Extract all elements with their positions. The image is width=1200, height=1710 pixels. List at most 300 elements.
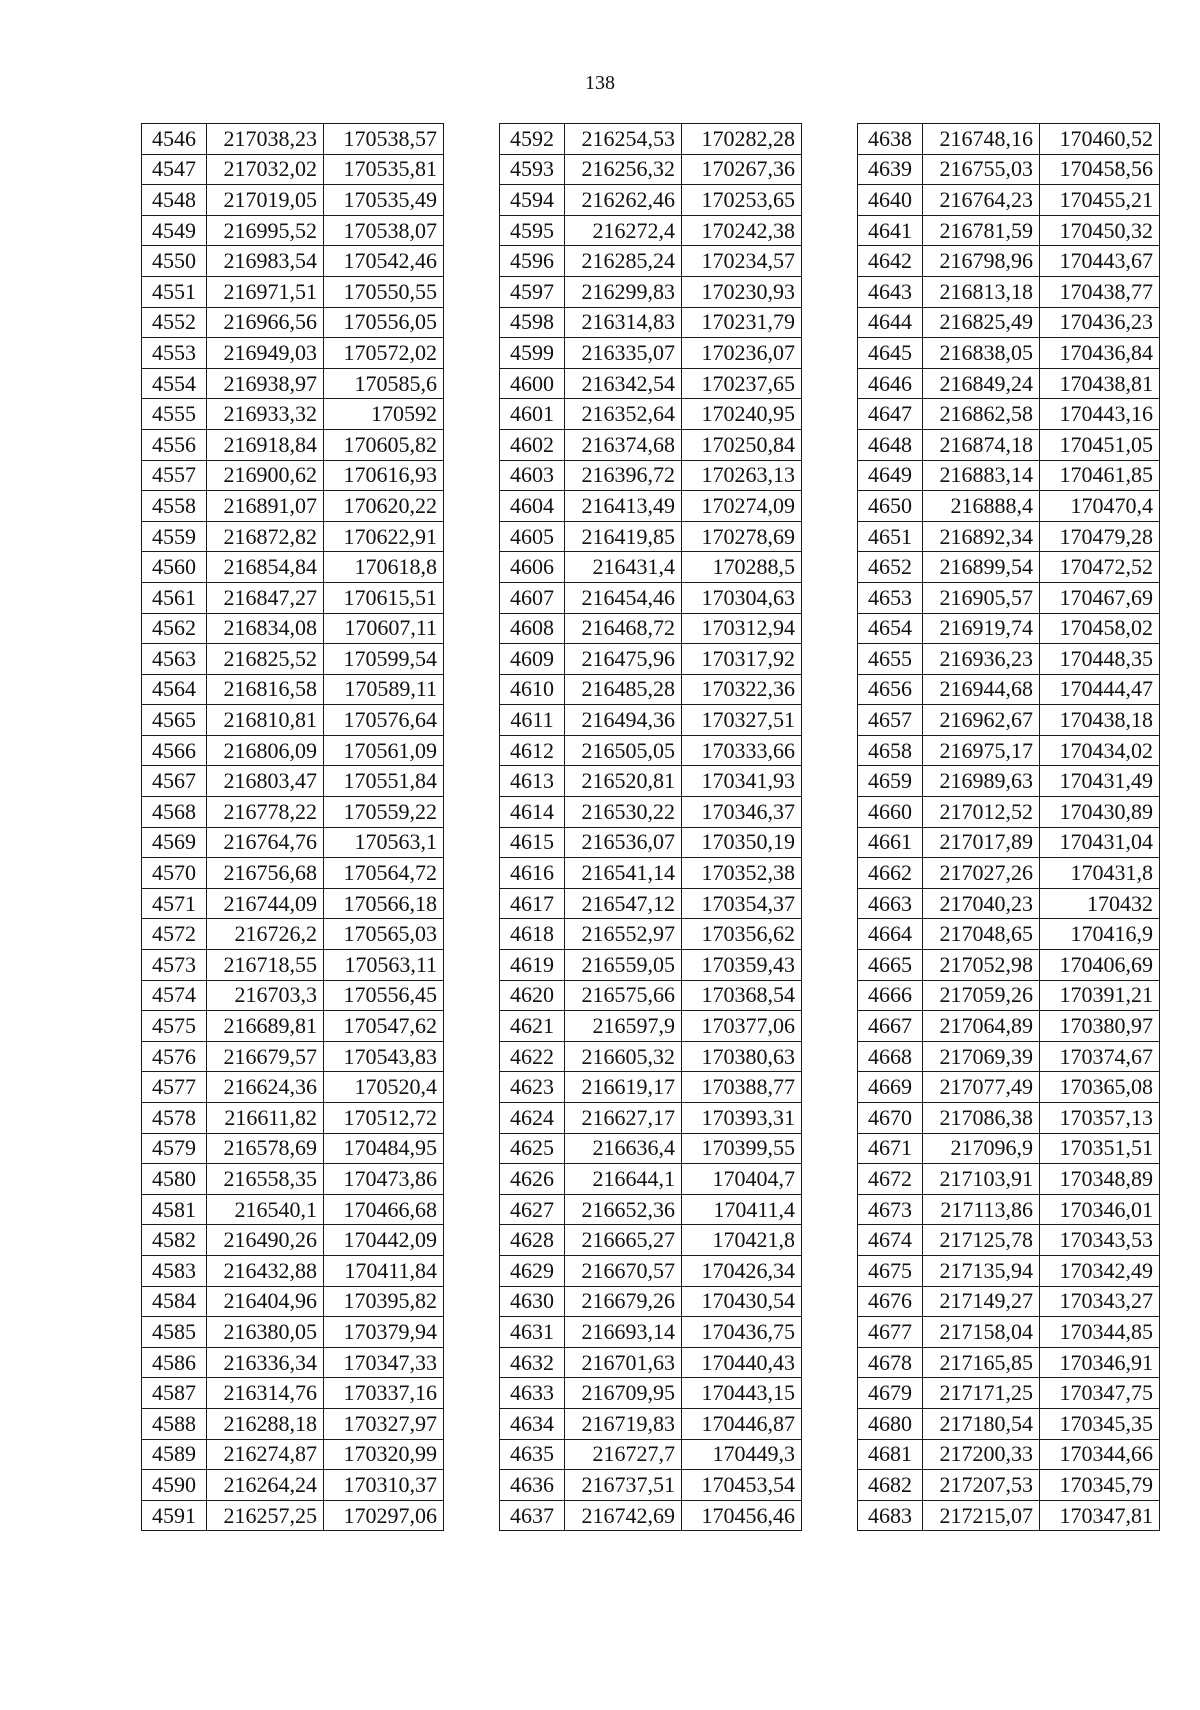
y-coordinate-cell: 170458,56: [1040, 154, 1160, 185]
y-coordinate-cell: 170470,4: [1040, 491, 1160, 522]
y-coordinate-cell: 170310,37: [324, 1470, 444, 1501]
point-number-cell: 4618: [500, 919, 565, 950]
table-row: [142, 582, 444, 613]
x-coordinate-cell: 216742,69: [565, 1500, 682, 1531]
page-number: 138: [585, 72, 615, 94]
y-coordinate-cell: 170236,07: [682, 338, 802, 369]
x-coordinate-cell: 216559,05: [565, 950, 682, 981]
point-number-cell: 4670: [858, 1103, 923, 1134]
table-row: [500, 1225, 802, 1256]
point-number-cell: 4651: [858, 521, 923, 552]
point-number-cell: 4570: [142, 858, 207, 889]
x-coordinate-cell: 216552,97: [565, 919, 682, 950]
table-row: [858, 980, 1160, 1011]
table-row: [142, 1439, 444, 1470]
point-number-cell: 4648: [858, 429, 923, 460]
table-row: [500, 1470, 802, 1501]
table-row: [142, 399, 444, 430]
y-coordinate-cell: 170556,05: [324, 307, 444, 338]
table-row: [142, 1286, 444, 1317]
point-number-cell: 4567: [142, 766, 207, 797]
x-coordinate-cell: 216693,14: [565, 1317, 682, 1348]
y-coordinate-cell: 170263,13: [682, 460, 802, 491]
y-coordinate-cell: 170542,46: [324, 246, 444, 277]
x-coordinate-cell: 216547,12: [565, 888, 682, 919]
x-coordinate-cell: 216813,18: [923, 276, 1040, 307]
point-number-cell: 4636: [500, 1470, 565, 1501]
y-coordinate-cell: 170550,55: [324, 276, 444, 307]
x-coordinate-cell: 216892,34: [923, 521, 1040, 552]
table-row: [142, 552, 444, 583]
point-number-cell: 4639: [858, 154, 923, 185]
x-coordinate-cell: 216272,4: [565, 215, 682, 246]
y-coordinate-cell: 170250,84: [682, 429, 802, 460]
point-number-cell: 4676: [858, 1286, 923, 1317]
y-coordinate-cell: 170253,65: [682, 185, 802, 216]
y-coordinate-cell: 170563,1: [324, 827, 444, 858]
x-coordinate-cell: 216520,81: [565, 766, 682, 797]
table-row: [500, 1011, 802, 1042]
y-coordinate-cell: 170278,69: [682, 521, 802, 552]
point-number-cell: 4678: [858, 1347, 923, 1378]
x-coordinate-cell: 216764,76: [207, 827, 324, 858]
x-coordinate-cell: 217125,78: [923, 1225, 1040, 1256]
point-number-cell: 4606: [500, 552, 565, 583]
point-number-cell: 4581: [142, 1194, 207, 1225]
y-coordinate-cell: 170395,82: [324, 1286, 444, 1317]
point-number-cell: 4601: [500, 399, 565, 430]
point-number-cell: 4593: [500, 154, 565, 185]
x-coordinate-cell: 216624,36: [207, 1072, 324, 1103]
y-coordinate-cell: 170561,09: [324, 735, 444, 766]
coordinate-table-3: [857, 123, 1160, 1531]
x-coordinate-cell: 216490,26: [207, 1225, 324, 1256]
x-coordinate-cell: 216575,66: [565, 980, 682, 1011]
x-coordinate-cell: 216475,96: [565, 644, 682, 675]
y-coordinate-cell: 170348,89: [1040, 1164, 1160, 1195]
point-number-cell: 4629: [500, 1255, 565, 1286]
table-row: [142, 1317, 444, 1348]
point-number-cell: 4597: [500, 276, 565, 307]
table-row: [500, 1408, 802, 1439]
y-coordinate-cell: 170599,54: [324, 644, 444, 675]
table-row: [858, 644, 1160, 675]
point-number-cell: 4627: [500, 1194, 565, 1225]
point-number-cell: 4611: [500, 705, 565, 736]
point-number-cell: 4568: [142, 797, 207, 828]
table-row: [858, 1286, 1160, 1317]
point-number-cell: 4607: [500, 582, 565, 613]
point-number-cell: 4616: [500, 858, 565, 889]
x-coordinate-cell: 217017,89: [923, 827, 1040, 858]
table-row: [142, 674, 444, 705]
y-coordinate-cell: 170592: [324, 399, 444, 430]
table-row: [858, 124, 1160, 155]
y-coordinate-cell: 170350,19: [682, 827, 802, 858]
x-coordinate-cell: 217207,53: [923, 1470, 1040, 1501]
y-coordinate-cell: 170458,02: [1040, 613, 1160, 644]
x-coordinate-cell: 216454,46: [565, 582, 682, 613]
y-coordinate-cell: 170444,47: [1040, 674, 1160, 705]
table-row: [858, 613, 1160, 644]
x-coordinate-cell: 217149,27: [923, 1286, 1040, 1317]
y-coordinate-cell: 170538,07: [324, 215, 444, 246]
y-coordinate-cell: 170282,28: [682, 124, 802, 155]
table-row: [142, 1011, 444, 1042]
y-coordinate-cell: 170304,63: [682, 582, 802, 613]
point-number-cell: 4632: [500, 1347, 565, 1378]
table-row: [858, 827, 1160, 858]
table-row: [142, 827, 444, 858]
point-number-cell: 4574: [142, 980, 207, 1011]
y-coordinate-cell: 170564,72: [324, 858, 444, 889]
y-coordinate-cell: 170431,04: [1040, 827, 1160, 858]
table-row: [142, 368, 444, 399]
x-coordinate-cell: 216299,83: [565, 276, 682, 307]
table-row: [500, 1317, 802, 1348]
table-row: [142, 1133, 444, 1164]
y-coordinate-cell: 170351,51: [1040, 1133, 1160, 1164]
point-number-cell: 4552: [142, 307, 207, 338]
y-coordinate-cell: 170230,93: [682, 276, 802, 307]
point-number-cell: 4590: [142, 1470, 207, 1501]
x-coordinate-cell: 217027,26: [923, 858, 1040, 889]
table-row: [858, 797, 1160, 828]
table-row: [500, 674, 802, 705]
table-row: [858, 1164, 1160, 1195]
x-coordinate-cell: 216352,64: [565, 399, 682, 430]
table-row: [500, 1347, 802, 1378]
y-coordinate-cell: 170242,38: [682, 215, 802, 246]
y-coordinate-cell: 170443,15: [682, 1378, 802, 1409]
table-row: [500, 399, 802, 430]
point-number-cell: 4637: [500, 1500, 565, 1531]
x-coordinate-cell: 216665,27: [565, 1225, 682, 1256]
x-coordinate-cell: 216432,88: [207, 1255, 324, 1286]
x-coordinate-cell: 216737,51: [565, 1470, 682, 1501]
y-coordinate-cell: 170347,75: [1040, 1378, 1160, 1409]
x-coordinate-cell: 217180,54: [923, 1408, 1040, 1439]
table-row: [858, 1011, 1160, 1042]
x-coordinate-cell: 216652,36: [565, 1194, 682, 1225]
table-row: [142, 429, 444, 460]
point-number-cell: 4642: [858, 246, 923, 277]
table-row: [500, 888, 802, 919]
x-coordinate-cell: 217040,23: [923, 888, 1040, 919]
point-number-cell: 4646: [858, 368, 923, 399]
point-number-cell: 4663: [858, 888, 923, 919]
table-row: [858, 1317, 1160, 1348]
point-number-cell: 4584: [142, 1286, 207, 1317]
table-row: [858, 1439, 1160, 1470]
point-number-cell: 4549: [142, 215, 207, 246]
y-coordinate-cell: 170354,37: [682, 888, 802, 919]
point-number-cell: 4569: [142, 827, 207, 858]
table-row: [858, 1470, 1160, 1501]
table-row: [858, 582, 1160, 613]
y-coordinate-cell: 170231,79: [682, 307, 802, 338]
y-coordinate-cell: 170320,99: [324, 1439, 444, 1470]
x-coordinate-cell: 216288,18: [207, 1408, 324, 1439]
table-row: [858, 1041, 1160, 1072]
point-number-cell: 4591: [142, 1500, 207, 1531]
x-coordinate-cell: 216701,63: [565, 1347, 682, 1378]
y-coordinate-cell: 170411,84: [324, 1255, 444, 1286]
y-coordinate-cell: 170615,51: [324, 582, 444, 613]
y-coordinate-cell: 170322,36: [682, 674, 802, 705]
x-coordinate-cell: 216744,09: [207, 888, 324, 919]
y-coordinate-cell: 170357,13: [1040, 1103, 1160, 1134]
x-coordinate-cell: 216314,76: [207, 1378, 324, 1409]
table-row: [858, 307, 1160, 338]
point-number-cell: 4612: [500, 735, 565, 766]
point-number-cell: 4633: [500, 1378, 565, 1409]
y-coordinate-cell: 170237,65: [682, 368, 802, 399]
table-row: [142, 1072, 444, 1103]
y-coordinate-cell: 170380,63: [682, 1041, 802, 1072]
x-coordinate-cell: 216419,85: [565, 521, 682, 552]
table-row: [142, 491, 444, 522]
point-number-cell: 4599: [500, 338, 565, 369]
table-row: [858, 1103, 1160, 1134]
table-row: [500, 124, 802, 155]
point-number-cell: 4577: [142, 1072, 207, 1103]
point-number-cell: 4669: [858, 1072, 923, 1103]
y-coordinate-cell: 170359,43: [682, 950, 802, 981]
y-coordinate-cell: 170467,69: [1040, 582, 1160, 613]
point-number-cell: 4647: [858, 399, 923, 430]
table-row: [142, 1164, 444, 1195]
table-row: [142, 1408, 444, 1439]
table-row: [500, 705, 802, 736]
table-row: [500, 307, 802, 338]
y-coordinate-cell: 170312,94: [682, 613, 802, 644]
y-coordinate-cell: 170345,35: [1040, 1408, 1160, 1439]
y-coordinate-cell: 170267,36: [682, 154, 802, 185]
y-coordinate-cell: 170460,52: [1040, 124, 1160, 155]
point-number-cell: 4617: [500, 888, 565, 919]
table-row: [858, 429, 1160, 460]
x-coordinate-cell: 216891,07: [207, 491, 324, 522]
x-coordinate-cell: 216611,82: [207, 1103, 324, 1134]
point-number-cell: 4664: [858, 919, 923, 950]
x-coordinate-cell: 216396,72: [565, 460, 682, 491]
table-row: [500, 338, 802, 369]
x-coordinate-cell: 216825,52: [207, 644, 324, 675]
point-number-cell: 4563: [142, 644, 207, 675]
table-row: [500, 1255, 802, 1286]
table-row: [500, 1164, 802, 1195]
y-coordinate-cell: 170344,85: [1040, 1317, 1160, 1348]
point-number-cell: 4624: [500, 1103, 565, 1134]
table-row: [142, 1378, 444, 1409]
y-coordinate-cell: 170607,11: [324, 613, 444, 644]
x-coordinate-cell: 216975,17: [923, 735, 1040, 766]
table-row: [500, 797, 802, 828]
table-row: [858, 276, 1160, 307]
x-coordinate-cell: 217103,91: [923, 1164, 1040, 1195]
y-coordinate-cell: 170547,62: [324, 1011, 444, 1042]
table-row: [500, 644, 802, 675]
point-number-cell: 4672: [858, 1164, 923, 1195]
y-coordinate-cell: 170479,28: [1040, 521, 1160, 552]
point-number-cell: 4587: [142, 1378, 207, 1409]
y-coordinate-cell: 170556,45: [324, 980, 444, 1011]
y-coordinate-cell: 170344,66: [1040, 1439, 1160, 1470]
table-row: [858, 1072, 1160, 1103]
table-row: [142, 1500, 444, 1531]
point-number-cell: 4573: [142, 950, 207, 981]
x-coordinate-cell: 216803,47: [207, 766, 324, 797]
y-coordinate-cell: 170551,84: [324, 766, 444, 797]
y-coordinate-cell: 170391,21: [1040, 980, 1160, 1011]
x-coordinate-cell: 216816,58: [207, 674, 324, 705]
point-number-cell: 4571: [142, 888, 207, 919]
point-number-cell: 4675: [858, 1255, 923, 1286]
table-row: [500, 827, 802, 858]
table-row: [858, 1194, 1160, 1225]
x-coordinate-cell: 216798,96: [923, 246, 1040, 277]
point-number-cell: 4650: [858, 491, 923, 522]
x-coordinate-cell: 216314,83: [565, 307, 682, 338]
table-row: [142, 1470, 444, 1501]
x-coordinate-cell: 216838,05: [923, 338, 1040, 369]
y-coordinate-cell: 170431,49: [1040, 766, 1160, 797]
y-coordinate-cell: 170484,95: [324, 1133, 444, 1164]
x-coordinate-cell: 217086,38: [923, 1103, 1040, 1134]
y-coordinate-cell: 170438,77: [1040, 276, 1160, 307]
y-coordinate-cell: 170240,95: [682, 399, 802, 430]
y-coordinate-cell: 170346,01: [1040, 1194, 1160, 1225]
y-coordinate-cell: 170535,49: [324, 185, 444, 216]
table-row: [858, 185, 1160, 216]
point-number-cell: 4580: [142, 1164, 207, 1195]
point-number-cell: 4623: [500, 1072, 565, 1103]
point-number-cell: 4557: [142, 460, 207, 491]
table-row: [858, 888, 1160, 919]
x-coordinate-cell: 217096,9: [923, 1133, 1040, 1164]
point-number-cell: 4680: [858, 1408, 923, 1439]
table-row: [142, 521, 444, 552]
table-row: [500, 1378, 802, 1409]
table-row: [858, 950, 1160, 981]
point-number-cell: 4559: [142, 521, 207, 552]
y-coordinate-cell: 170430,54: [682, 1286, 802, 1317]
x-coordinate-cell: 216619,17: [565, 1072, 682, 1103]
y-coordinate-cell: 170450,32: [1040, 215, 1160, 246]
x-coordinate-cell: 216431,4: [565, 552, 682, 583]
table-row: [500, 1194, 802, 1225]
x-coordinate-cell: 216644,1: [565, 1164, 682, 1195]
y-coordinate-cell: 170535,81: [324, 154, 444, 185]
table-row: [500, 1072, 802, 1103]
point-number-cell: 4560: [142, 552, 207, 583]
y-coordinate-cell: 170341,93: [682, 766, 802, 797]
y-coordinate-cell: 170343,53: [1040, 1225, 1160, 1256]
point-number-cell: 4602: [500, 429, 565, 460]
point-number-cell: 4681: [858, 1439, 923, 1470]
y-coordinate-cell: 170565,03: [324, 919, 444, 950]
y-coordinate-cell: 170453,54: [682, 1470, 802, 1501]
y-coordinate-cell: 170440,43: [682, 1347, 802, 1378]
point-number-cell: 4673: [858, 1194, 923, 1225]
x-coordinate-cell: 216900,62: [207, 460, 324, 491]
x-coordinate-cell: 216530,22: [565, 797, 682, 828]
point-number-cell: 4671: [858, 1133, 923, 1164]
x-coordinate-cell: 216605,32: [565, 1041, 682, 1072]
table-row: [142, 307, 444, 338]
y-coordinate-cell: 170346,37: [682, 797, 802, 828]
table-row: [500, 491, 802, 522]
x-coordinate-cell: 216257,25: [207, 1500, 324, 1531]
table-row: [858, 674, 1160, 705]
point-number-cell: 4556: [142, 429, 207, 460]
table-row: [858, 552, 1160, 583]
y-coordinate-cell: 170443,67: [1040, 246, 1160, 277]
table-row: [142, 154, 444, 185]
y-coordinate-cell: 170352,38: [682, 858, 802, 889]
point-number-cell: 4668: [858, 1041, 923, 1072]
table-row: [142, 1103, 444, 1134]
point-number-cell: 4608: [500, 613, 565, 644]
y-coordinate-cell: 170346,91: [1040, 1347, 1160, 1378]
x-coordinate-cell: 217135,94: [923, 1255, 1040, 1286]
table-row: [858, 521, 1160, 552]
x-coordinate-cell: 216727,7: [565, 1439, 682, 1470]
x-coordinate-cell: 216764,23: [923, 185, 1040, 216]
y-coordinate-cell: 170430,89: [1040, 797, 1160, 828]
y-coordinate-cell: 170559,22: [324, 797, 444, 828]
x-coordinate-cell: 216256,32: [565, 154, 682, 185]
point-number-cell: 4576: [142, 1041, 207, 1072]
x-coordinate-cell: 216847,27: [207, 582, 324, 613]
y-coordinate-cell: 170327,97: [324, 1408, 444, 1439]
table-row: [500, 215, 802, 246]
coordinate-table-2: [499, 123, 802, 1531]
table-row: [500, 1041, 802, 1072]
y-coordinate-cell: 170327,51: [682, 705, 802, 736]
x-coordinate-cell: 216888,4: [923, 491, 1040, 522]
x-coordinate-cell: 216670,57: [565, 1255, 682, 1286]
point-number-cell: 4667: [858, 1011, 923, 1042]
y-coordinate-cell: 170333,66: [682, 735, 802, 766]
x-coordinate-cell: 216636,4: [565, 1133, 682, 1164]
table-row: [142, 797, 444, 828]
table-row: [500, 980, 802, 1011]
table-row: [142, 338, 444, 369]
x-coordinate-cell: 216336,34: [207, 1347, 324, 1378]
table-row: [500, 1439, 802, 1470]
table-row: [858, 1255, 1160, 1286]
x-coordinate-cell: 216494,36: [565, 705, 682, 736]
x-coordinate-cell: 216689,81: [207, 1011, 324, 1042]
point-number-cell: 4604: [500, 491, 565, 522]
table-row: [142, 1194, 444, 1225]
x-coordinate-cell: 217165,85: [923, 1347, 1040, 1378]
point-number-cell: 4603: [500, 460, 565, 491]
y-coordinate-cell: 170438,18: [1040, 705, 1160, 736]
point-number-cell: 4683: [858, 1500, 923, 1531]
y-coordinate-cell: 170605,82: [324, 429, 444, 460]
point-number-cell: 4583: [142, 1255, 207, 1286]
x-coordinate-cell: 216536,07: [565, 827, 682, 858]
y-coordinate-cell: 170411,4: [682, 1194, 802, 1225]
table-row: [500, 1286, 802, 1317]
table-row: [500, 1500, 802, 1531]
y-coordinate-cell: 170234,57: [682, 246, 802, 277]
point-number-cell: 4652: [858, 552, 923, 583]
point-number-cell: 4595: [500, 215, 565, 246]
